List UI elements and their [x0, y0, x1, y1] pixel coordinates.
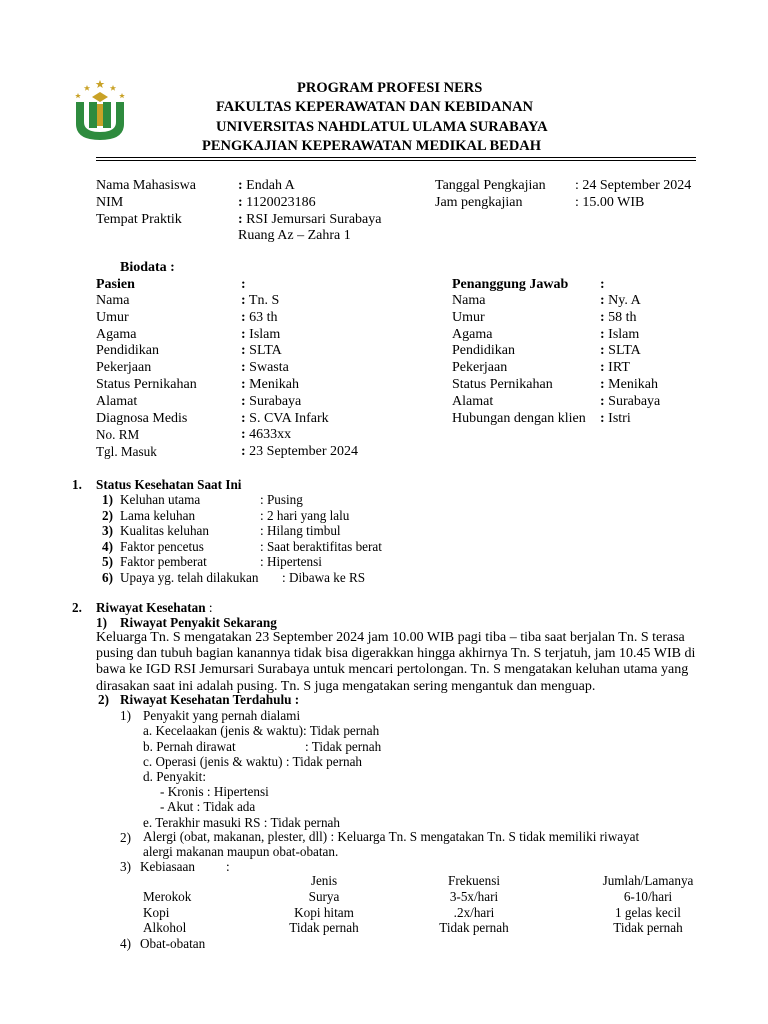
patient-field-label: Status Pernikahan — [96, 377, 197, 392]
patient-field-label: Pendidikan — [96, 343, 159, 359]
nim-label: NIM — [96, 195, 124, 210]
guardian-field-label: Pendidikan — [452, 343, 515, 359]
guardian-heading-colon: : — [600, 277, 605, 292]
status-item-number: 1) — [102, 492, 113, 507]
guardian-heading: Penanggung Jawab — [452, 277, 569, 292]
sub1-number: 1) — [96, 615, 107, 630]
header-assessment-title: PENGKAJIAN KEPERAWATAN MEDIKAL BEDAH — [202, 138, 542, 154]
nim-value: : 1120023186 — [238, 195, 316, 210]
student-name-label: Nama Mahasiswa — [96, 178, 196, 193]
status-item-number: 2) — [102, 507, 113, 523]
habits-header: Frekuensi — [447, 873, 500, 888]
patient-field-label: Agama — [96, 326, 137, 342]
section2-number: 2. — [72, 600, 82, 615]
header-faculty: FAKULTAS KEPERAWATAN DAN KEBIDANAN — [216, 99, 534, 115]
status-item-label: Lama keluhan — [120, 507, 196, 523]
p1-number: 1) — [120, 708, 131, 723]
guardian-field-label: Pekerjaan — [452, 360, 508, 376]
header-divider-thin — [96, 160, 696, 161]
practice-place-label: Tempat Praktik — [96, 212, 182, 227]
guardian-field-value: : 58 th — [600, 309, 637, 325]
guardian-field-value: : IRT — [600, 360, 630, 376]
status-item-value: : Hilang timbul — [260, 523, 341, 539]
guardian-field-value: : Ny. A — [600, 293, 641, 308]
p4-title: Obat-obatan — [140, 936, 206, 951]
guardian-field-label: Alamat — [452, 393, 494, 409]
patient-field-value: : Tn. S — [241, 293, 280, 308]
patient-heading: Pasien — [96, 277, 135, 292]
guardian-field-value: : SLTA — [600, 343, 641, 359]
guardian-field-label: Agama — [452, 326, 493, 342]
p2-number: 2) — [120, 830, 131, 845]
status-item-label: Upaya yg. telah dilakukan — [120, 570, 259, 585]
p3-title: Kebiasaan — [140, 859, 195, 874]
patient-field-value: : 63 th — [241, 309, 278, 325]
status-item-label: Kualitas keluhan — [120, 523, 209, 539]
habit-name: Alkohol — [143, 920, 187, 936]
current-illness-paragraph: Keluarga Tn. S mengatakan 23 September 2024 jam 10.00 WIB pagi tiba – tiba saat berjalan Tn. S terasa pusing dan tubuh bagian kanannya tidak bisa digerakkan hingga akhirnya Tn. S terjatuh, jam 10.45 WIB di bawa ke IGD RSI Jemursari Surabaya untuk mencari pertolongan. Tn. S mengatakan keluhan utama yang dirasakan saat ini adalah pusing. Tn. S juga mengatakan sering mengantuk dan menguap. — [96, 630, 696, 694]
item-chronic: - Kronis : Hipertensi — [160, 784, 269, 799]
item-e-last-admission: e. Terakhir masuki RS : Tidak pernah — [143, 815, 340, 830]
status-item-number: 3) — [102, 523, 113, 539]
status-item-value: : 2 hari yang lalu — [260, 507, 350, 523]
patient-field-value: : Menikah — [241, 377, 299, 392]
item-b-hospitalized-value: : Tidak pernah — [305, 739, 382, 754]
patient-field-value: : S. CVA Infark — [241, 410, 329, 426]
practice-place-value: : RSI Jemursari Surabaya — [238, 212, 382, 227]
item-d-disease: d. Penyakit: — [143, 769, 207, 784]
habit-jenis: Tidak pernah — [289, 920, 359, 936]
sub2-title: Riwayat Kesehatan Terdahulu : — [120, 692, 300, 707]
patient-field-value: : Surabaya — [241, 393, 302, 409]
habits-header: Jumlah/Lamanya — [602, 873, 694, 888]
p3-colon: : — [226, 859, 230, 874]
section2-title: Riwayat Kesehatan : — [96, 600, 213, 615]
status-item-value: : Pusing — [260, 492, 303, 507]
header-university: UNIVERSITAS NAHDLATUL ULAMA SURABAYA — [216, 119, 548, 135]
guardian-field-label: Umur — [452, 309, 485, 325]
sub1-title: Riwayat Penyakit Sekarang — [120, 615, 277, 630]
p2-allergy-line2: alergi makanan maupun obat-obatan. — [143, 844, 339, 859]
habit-frekuensi: .2x/hari — [453, 904, 495, 920]
p4-number: 4) — [120, 936, 131, 951]
assessment-time-value: : 15.00 WIB — [575, 195, 645, 210]
guardian-field-value: : Surabaya — [600, 393, 661, 409]
guardian-field-label: Hubungan dengan klien — [452, 410, 586, 426]
unusa-logo-icon — [70, 78, 130, 154]
guardian-field-label: Status Pernikahan — [452, 377, 553, 392]
guardian-field-label: Nama — [452, 293, 486, 308]
item-b-hospitalized-label: b. Pernah dirawat — [143, 739, 236, 754]
patient-field-value: : Islam — [241, 326, 281, 342]
patient-heading-colon: : — [241, 277, 246, 292]
habits-header: Jenis — [310, 873, 338, 888]
section1-title: Status Kesehatan Saat Ini — [96, 477, 242, 492]
habit-frekuensi: Tidak pernah — [439, 920, 509, 936]
assessment-date-value: : 24 September 2024 — [575, 178, 692, 193]
header-divider — [96, 157, 696, 158]
patient-field-label: Pekerjaan — [96, 360, 152, 376]
biodata-title: Biodata : — [120, 260, 175, 275]
status-item-number: 5) — [102, 554, 113, 570]
status-item-label: Faktor pencetus — [120, 538, 204, 554]
ward-value: Ruang Az – Zahra 1 — [238, 228, 351, 243]
student-name-value: : Endah A — [238, 178, 295, 193]
patient-field-value: : Swasta — [241, 360, 289, 376]
guardian-field-value: : Islam — [600, 326, 640, 342]
patient-field-label: Umur — [96, 309, 129, 325]
status-item-value: : Hipertensi — [260, 554, 322, 570]
status-item-value: : Saat beraktifitas berat — [260, 538, 382, 554]
status-item-label: Faktor pemberat — [120, 554, 207, 570]
habit-name: Kopi — [143, 904, 170, 920]
habit-jumlah: 6-10/hari — [623, 889, 673, 904]
guardian-field-value: : Menikah — [600, 377, 658, 392]
patient-field-label: Nama — [96, 293, 130, 308]
status-item-label: Keluhan utama — [120, 492, 201, 507]
p2-allergy-line1: Alergi (obat, makanan, plester, dll) : Keluarga Tn. S mengatakan Tn. S tidak memiliki riwayat — [143, 829, 640, 844]
patient-field-label: Diagnosa Medis — [96, 410, 188, 426]
habit-jumlah: Tidak pernah — [613, 920, 683, 936]
habit-jenis: Kopi hitam — [294, 904, 354, 920]
status-item-number: 6) — [102, 570, 113, 585]
patient-field-value: : 4633xx — [241, 427, 292, 443]
guardian-field-value: : Istri — [600, 410, 631, 426]
habit-name: Merokok — [143, 889, 192, 904]
habit-jenis: Surya — [308, 889, 340, 904]
patient-field-label: Tgl. Masuk — [96, 444, 157, 460]
patient-field-label: No. RM — [96, 427, 140, 443]
habit-jumlah: 1 gelas kecil — [615, 904, 681, 920]
header-program: PROGRAM PROFESI NERS — [297, 80, 483, 96]
p1-title: Penyakit yang pernah dialami — [143, 708, 301, 723]
status-item-value: : Dibawa ke RS — [282, 570, 366, 585]
item-acute: - Akut : Tidak ada — [160, 799, 256, 814]
habit-frekuensi: 3-5x/hari — [449, 889, 499, 904]
patient-field-value: : 23 September 2024 — [241, 444, 359, 460]
item-c-surgery: c. Operasi (jenis & waktu) : Tidak pernah — [143, 754, 363, 769]
assessment-date-label: Tanggal Pengkajian — [435, 178, 546, 193]
p3-number: 3) — [120, 859, 131, 874]
patient-field-value: : SLTA — [241, 343, 282, 359]
status-item-number: 4) — [102, 538, 113, 554]
item-a-accident: a. Kecelaakan (jenis & waktu): Tidak pernah — [143, 723, 380, 738]
sub2-number: 2) — [98, 692, 109, 707]
assessment-time-label: Jam pengkajian — [435, 195, 523, 210]
section1-number: 1. — [72, 477, 82, 492]
patient-field-label: Alamat — [96, 393, 138, 409]
